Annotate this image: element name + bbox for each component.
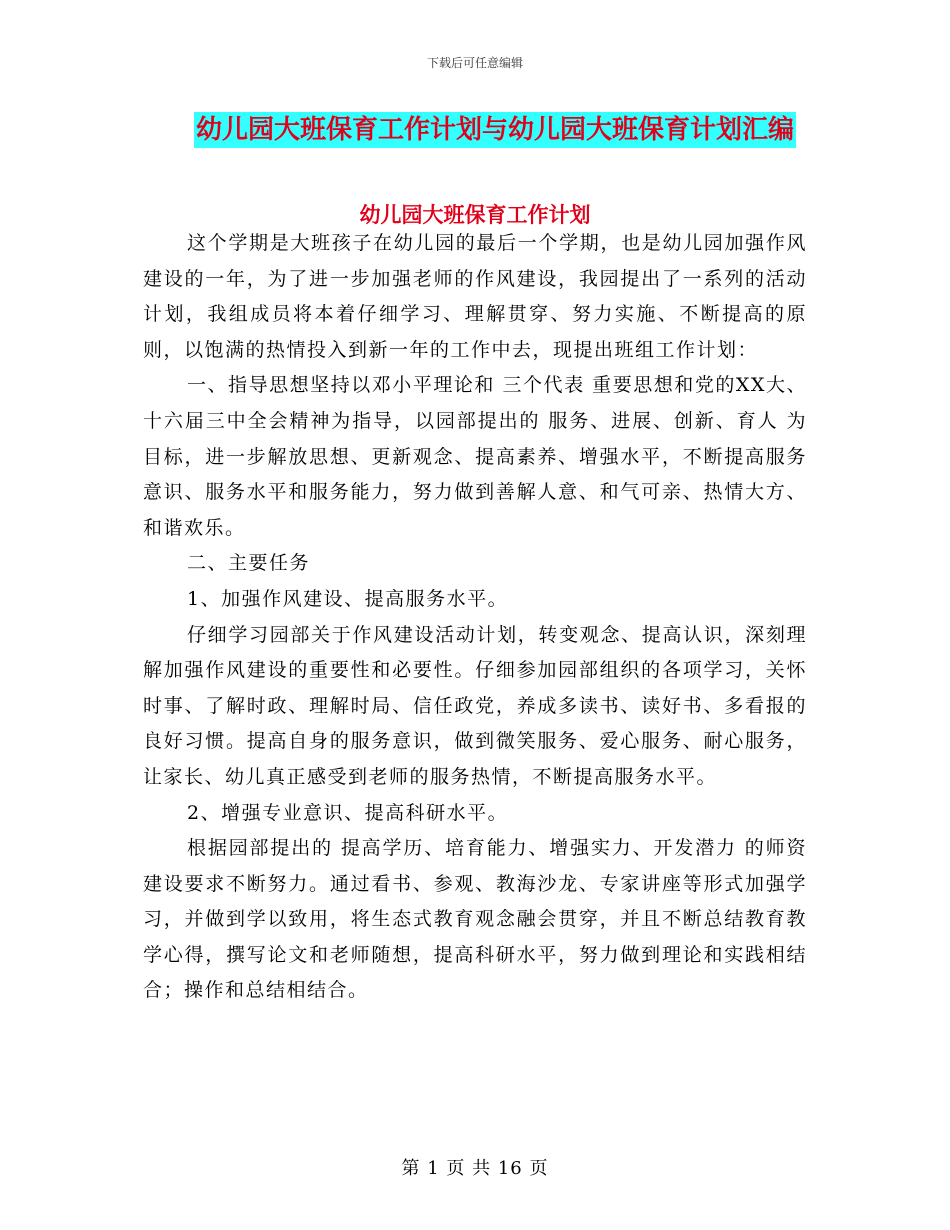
section-title: 幼儿园大班保育工作计划: [359, 202, 591, 227]
document-body: [143, 226, 807, 1009]
paragraph-task-1: 仔细学习园部关于作风建设活动计划，转变观念、提高认识，深刻理解加强作风建设的重要性和必要性。仔细参加园部组织的各项学习，关怀时事、了解时政、理解时局、信任政党，养成多读书、读好书、多看报的良好习惯。提高自身的服务意识，做到微笑服务、爱心服务、耐心服务，让家长、幼儿真正感受到老师的服务热情，不断提高服务水平。: [143, 623, 807, 788]
heading-main-tasks: 二、主要任务: [187, 552, 311, 575]
header-note: 下载后可任意编辑: [426, 56, 523, 70]
heading-task-1: 1、加强作风建设、提高服务水平。: [187, 587, 509, 610]
paragraph-intro: 这个学期是大班孩子在幼儿园的最后一个学期，也是幼儿园加强作风建设的一年，为了进一步加强老师的作风建设，我园提出了一系列的活动计划，我组成员将本着仔细学习、理解贯穿、努力实施、不断提高的原则，以饱满的热情投入到新一年的工作中去，现提出班组工作计划：: [143, 232, 807, 361]
paragraph-task-2: 根据园部提出的 提高学历、培育能力、增强实力、开发潜力 的师资建设要求不断努力。通过看书、参观、教海沙龙、专家讲座等形式加强学习，并做到学以致用，将生态式教育观念融会贯穿，并且不断总结教育教学心得，撰写论文和老师随想，提高科研水平，努力做到理论和实践相结合；操作和总结相结合。: [143, 837, 807, 1002]
heading-task-2: 2、增强专业意识、提高科研水平。: [187, 801, 509, 824]
paragraph-guiding-ideology: 一、指导思想坚持以邓小平理论和 三个代表 重要思想和党的XX大、十六届三中全会精神为指导，以园部提出的 服务、进展、创新、育人 为目标，进一步解放思想、更新观念、提高素养、增强水平，不断提高服务意识、服务水平和服务能力，努力做到善解人意、和气可亲、热情大方、和谐欢乐。: [143, 374, 807, 539]
page-number: 第 1 页 共 16 页: [401, 1158, 549, 1179]
document-title: 幼儿园大班保育工作计划与幼儿园大班保育计划汇编: [194, 112, 796, 148]
